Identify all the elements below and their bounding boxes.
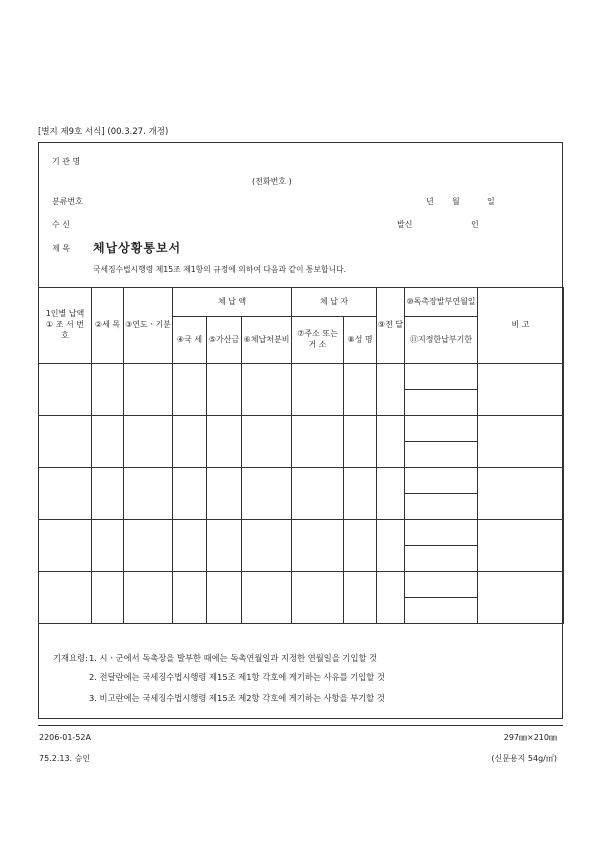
table-cell[interactable] [173, 468, 207, 520]
table-cell[interactable] [207, 416, 242, 468]
note-item-2: 2. 전달란에는 국세징수법시행령 제15조 제1항 각호에 게기하는 사유를 기입할 것 [89, 672, 385, 682]
classification-number-label: 분류번호 [52, 197, 83, 206]
table-cell[interactable] [405, 520, 478, 546]
date-year-label: 년 [426, 197, 434, 206]
table-cell[interactable] [124, 416, 173, 468]
table-cell[interactable] [405, 364, 478, 390]
table-row [39, 416, 564, 442]
table-cell[interactable] [92, 572, 124, 624]
delinquent-person-header: 체 납 자 [292, 288, 377, 317]
table-row [39, 364, 564, 390]
table-cell[interactable] [405, 390, 478, 416]
table-cell[interactable] [207, 364, 242, 416]
approval-date: 75.2.13. 승인 [39, 754, 91, 763]
note-item-3: 3. 비고란에는 국세징수법시행령 제15조 제2항 각호에 게기하는 사항을 부기할 것 [89, 693, 385, 703]
table-cell[interactable] [124, 364, 173, 416]
table-row [39, 468, 564, 494]
sender-label: 발신 [397, 220, 413, 229]
name-header: ⑧성 명 [344, 317, 377, 364]
table-cell[interactable] [124, 520, 173, 572]
table-cell[interactable] [207, 572, 242, 624]
notes-lead: 기재요령: [53, 653, 88, 663]
date-month-label: 월 [452, 197, 460, 206]
table-row [39, 520, 564, 546]
table-cell[interactable] [39, 364, 92, 416]
table-cell[interactable] [242, 416, 292, 468]
table-cell[interactable] [242, 572, 292, 624]
tax-item-header: ②세 목 [92, 288, 124, 364]
table-cell[interactable] [92, 364, 124, 416]
table-cell[interactable] [405, 442, 478, 468]
table-cell[interactable] [92, 520, 124, 572]
table-cell[interactable] [173, 416, 207, 468]
delinquent-amount-header: 체 납 액 [173, 288, 292, 317]
delinquency-table [38, 287, 564, 624]
document-title: 체납상황통보서 [93, 241, 182, 255]
intro-text: 국세징수법시행령 제15조 제1항의 규정에 의하여 다음과 같이 통보합니다. [93, 265, 347, 274]
table-row [39, 572, 564, 598]
table-body [39, 364, 564, 624]
table-cell[interactable] [39, 468, 92, 520]
paper-type: (신문용지 54g/㎡) [491, 754, 557, 763]
surcharge-header: ⑤가산금 [207, 317, 242, 364]
table-cell[interactable] [478, 416, 564, 468]
table-cell[interactable] [92, 416, 124, 468]
recipient-label: 수 신 [52, 220, 70, 229]
table-cell[interactable] [173, 572, 207, 624]
table-cell[interactable] [377, 364, 405, 416]
table-cell[interactable] [207, 520, 242, 572]
table-cell[interactable] [377, 572, 405, 624]
table-cell[interactable] [173, 520, 207, 572]
table-cell[interactable] [242, 468, 292, 520]
table-cell[interactable] [292, 364, 344, 416]
table-cell[interactable] [478, 520, 564, 572]
table-cell[interactable] [377, 520, 405, 572]
table-cell[interactable] [405, 572, 478, 598]
date-day-label: 일 [487, 197, 495, 206]
table-cell[interactable] [405, 468, 478, 494]
table-cell[interactable] [292, 520, 344, 572]
due-date-header: ⑪지정한납부기한 [405, 317, 478, 364]
address-header: ⑦주소 또는 거 소 [292, 317, 344, 364]
table-cell[interactable] [92, 468, 124, 520]
table-cell[interactable] [207, 468, 242, 520]
table-cell[interactable] [39, 520, 92, 572]
table-cell[interactable] [242, 520, 292, 572]
form-number-label: [별지 제9호 서식] (00.3.27. 개정) [38, 127, 169, 137]
table-cell[interactable] [39, 572, 92, 624]
table-cell[interactable] [377, 468, 405, 520]
table-cell[interactable] [478, 572, 564, 624]
remarks-header: 비 고 [478, 288, 564, 364]
table-cell[interactable] [344, 572, 377, 624]
delivery-header: ⑨전 달 [377, 288, 405, 364]
phone-number-label: (전화번호 ) [252, 177, 292, 186]
table-cell[interactable] [344, 468, 377, 520]
table-cell[interactable] [478, 468, 564, 520]
seal-label: 인 [471, 220, 479, 229]
subject-label: 제 목 [52, 244, 70, 253]
table-cell[interactable] [405, 416, 478, 442]
table-cell[interactable] [478, 364, 564, 416]
paper-size: 297㎜×210㎜ [503, 733, 557, 742]
table-cell[interactable] [242, 364, 292, 416]
table-cell[interactable] [405, 494, 478, 520]
note-item-1: 1. 시ㆍ군에서 독촉장을 발부한 때에는 독촉연월일과 지정한 연월일을 기입할 것 [89, 653, 378, 663]
table-cell[interactable] [344, 416, 377, 468]
table-cell[interactable] [292, 416, 344, 468]
notice-date-header: ⑩독촉장발부연월일 [405, 288, 478, 317]
table-cell[interactable] [344, 364, 377, 416]
disposition-fee-header: ⑥체납처분비 [242, 317, 292, 364]
form-code: 2206-01-52A [39, 733, 91, 742]
serial-number-header: 1인별 납액 ① 조 서 번 호 [39, 288, 92, 364]
table-cell[interactable] [39, 416, 92, 468]
year-period-header: ③연도ㆍ기분 [124, 288, 173, 364]
footer-divider [38, 725, 563, 726]
table-cell[interactable] [292, 572, 344, 624]
table-cell[interactable] [124, 572, 173, 624]
table-cell[interactable] [292, 468, 344, 520]
table-cell[interactable] [124, 468, 173, 520]
agency-name-label: 기 관 명 [52, 157, 81, 166]
table-cell[interactable] [173, 364, 207, 416]
table-cell[interactable] [405, 598, 478, 624]
table-cell[interactable] [377, 416, 405, 468]
national-tax-header: ④국 세 [173, 317, 207, 364]
table-cell[interactable] [344, 520, 377, 572]
table-cell[interactable] [405, 546, 478, 572]
